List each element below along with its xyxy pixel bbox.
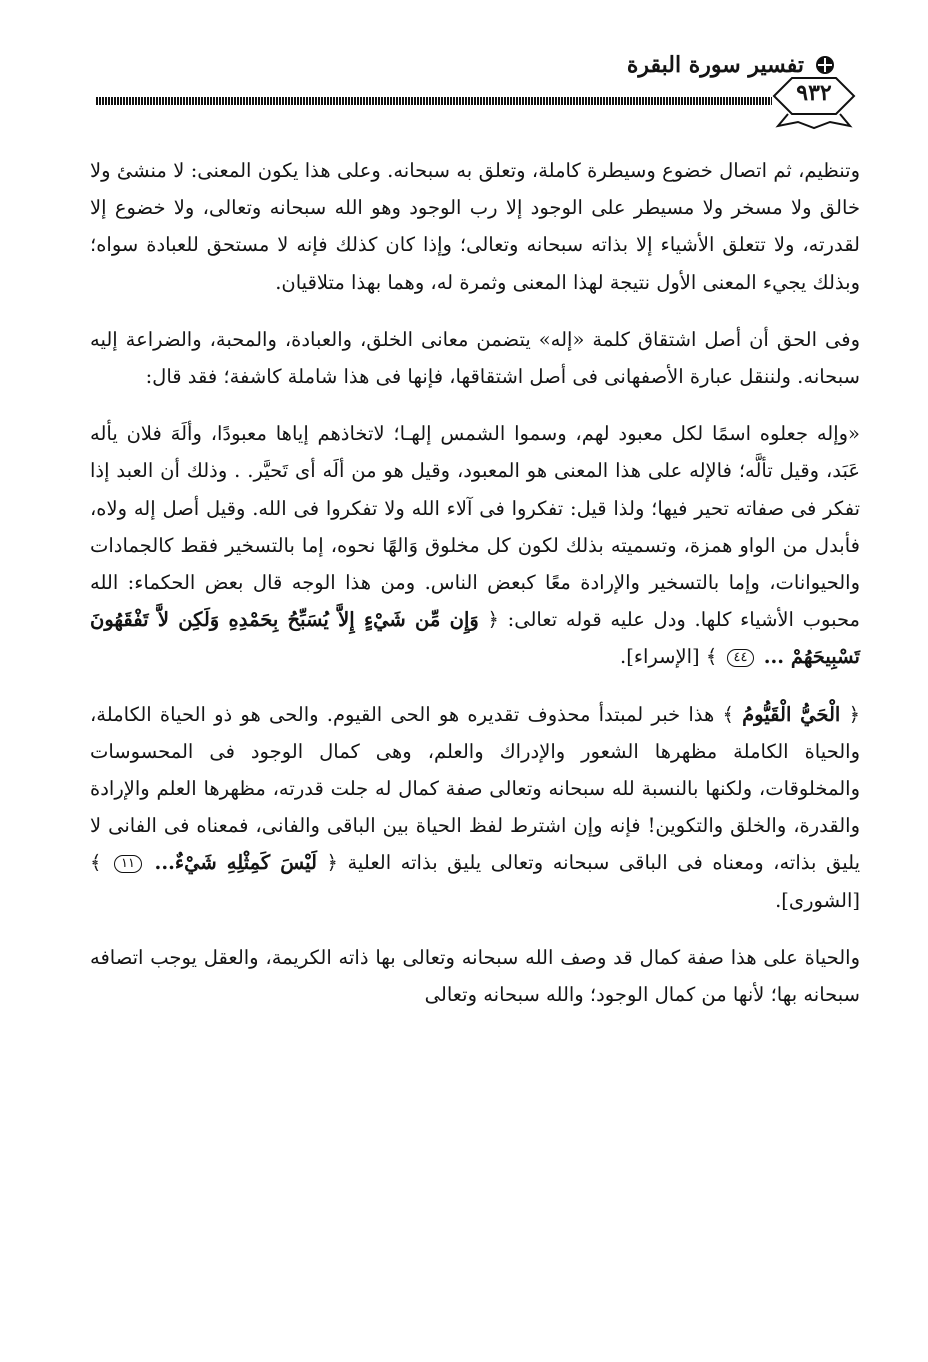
quran-verse: الْحَيُّ الْقَيُّومُ	[742, 702, 841, 726]
quran-verse: لَيْسَ كَمِثْلِهِ شَيْءٌ...	[154, 851, 317, 875]
surah-reference: [الشورى].	[775, 888, 860, 912]
paragraph: والحياة على هذا صفة كمال قد وصف الله سبحانه وتعالى بها ذاته الكريمة، والعقل يوجب اتصافه سبحانه بها؛ لأنها من كمال الوجود؛ والله سبحانه وتعالى	[90, 945, 860, 1007]
verse-close-bracket: ﴾	[90, 851, 102, 875]
paragraph-quote	[90, 415, 860, 675]
running-title: تفسير سورة البقرة	[626, 52, 804, 78]
body-text	[90, 152, 860, 1013]
running-header	[627, 52, 836, 78]
paragraph: وفى الحق أن أصل اشتقاق كلمة «إله» يتضمن معانى الخلق، والعبادة، والمحبة، والضراعة إليه سبحانه. ولننقل عبارة الأصفهانى فى أصل اشتقاقها، فإنها فى هذا شاملة كاشفة؛ فقد قال:	[90, 327, 860, 389]
page-number: ٩٣٢	[796, 80, 832, 106]
paragraph: وتنظيم، ثم اتصال خضوع وسيطرة كاملة، وتعلق به سبحانه. وعلى هذا يكون المعنى: لا منشئ ولا خالق ولا مسخر ولا مسيطر على الوجود إلا رب الوجود وهو الله سبحانه وتعالى، ولا خضوع إلا لقدرته، ولا تتعلق الأشياء إلا بذاته سبحانه وتعالى؛ وإذا كان كذلك فإنه لا مستحق للعبادة سواه؛ وبذلك يجيء المعنى الأول نتيجة لهذا المعنى وثمرة له، وهما بهذا متلاقيان.	[90, 159, 860, 294]
paragraph-text: «وإله جعلوه اسمًا لكل معبود لهم، وسموا الشمس إلهـا؛ لاتخاذهم إياها معبودًا، وألَهَ فلان يأله عَبَد، وقيل تألَّه؛ فالإله على هذا المعنى هو المعبود، وقيل هو من ألَه أى تَحيَّر. . وذلك أن العبد إذا تفكر فى صفاته تحير فيها؛ ولذا قيل: تفكروا فى آلاء الله ولا تفكروا فى الله. وقيل أصل إله ولاه، فأبدل من الواو همزة، وتسميته بذلك لكون كل مخلوق وَالهًا نحوه، إما بالتسخير فقط كالجمادات والحيوانات، وإما بالتسخير والإرادة معًا كبعض الناس. ومن هذا الوجه قال بعض الحكماء: الله محبوب الأشياء كلها. ودل عليه قوله تعالى:	[90, 422, 861, 632]
verse-close-bracket: ﴾	[705, 645, 718, 669]
quran-verse: وَإِن مِّن شَيْءٍ إِلاَّ يُسَبِّحُ بِحَمْدِهِ وَلَكِن لاَّ تَفْقَهُونَ تَسْبِيحَهُمْ ...	[90, 608, 860, 669]
verse-open-bracket: ﴿	[487, 608, 499, 632]
verse-open-bracket: ﴿	[848, 702, 860, 726]
ornament-icon	[814, 54, 836, 76]
paragraph-hayy	[90, 696, 860, 919]
verse-open-bracket: ﴿	[326, 851, 338, 875]
verse-number-marker: ٤٤	[727, 649, 755, 667]
paragraph-text: هذا خبر لمبتدأ محذوف تقديره هو الحى القيوم. والحى هو ذو الحياة الكاملة، والحياة الكاملة مظهرها الشعور والإدراك والعلم، وهى كمال الوجود فى المحسوسات والمخلوقات، ولكنها بالنسبة لله سبحانه وتعالى صفة كمال له جلت قدرته، مظهرها العلم والإرادة والقدرة، والخلق والتكوين! فإنه وإن اشترط لفظ الحياة بين الباقى والفانى، فمعناه فى الفانى لا يليق بذاته، ومعناه فى الباقى سبحانه وتعالى يليق بذاته العلية	[90, 702, 861, 875]
header-rule	[96, 97, 772, 105]
verse-close-bracket: ﴾	[722, 702, 734, 726]
verse-number-marker: ١١	[114, 855, 142, 873]
surah-reference: [الإسراء].	[620, 645, 700, 669]
